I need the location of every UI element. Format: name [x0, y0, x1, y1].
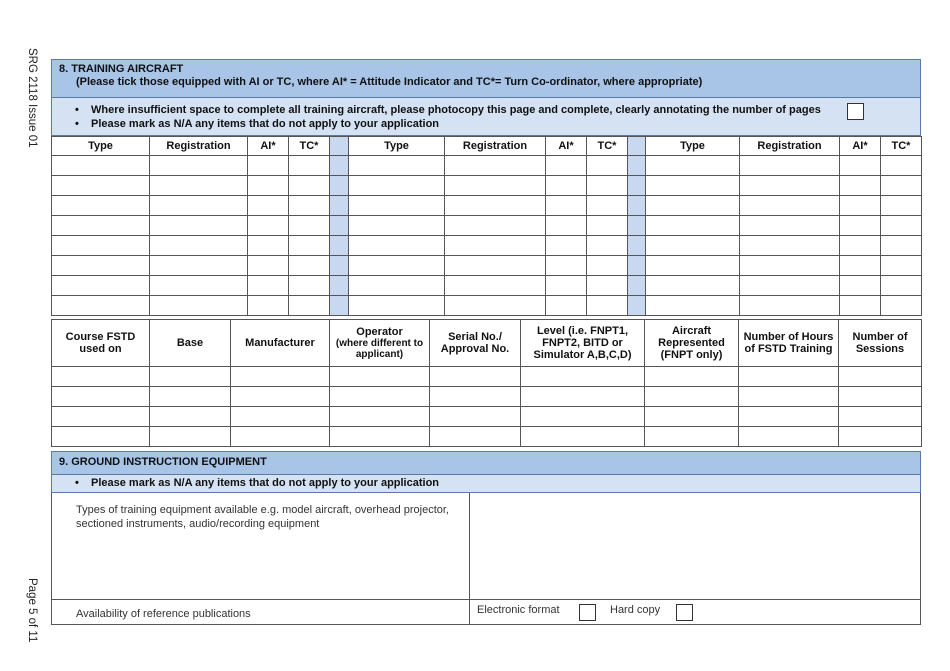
col-ai: AI*	[546, 137, 587, 156]
note-photocopy-text: Where insufficient space to complete all training aircraft, please photocopy this page and complete, clearly annotating the number of pages	[91, 104, 821, 116]
aircraft-entry-cell[interactable]	[881, 236, 922, 256]
fstd-entry-cell[interactable]	[739, 387, 839, 407]
column-separator	[330, 276, 349, 296]
note-item: • Please mark as N/A any items that do not apply to your application	[75, 118, 440, 130]
fstd-entry-cell[interactable]	[839, 387, 922, 407]
fstd-entry-cell[interactable]	[521, 387, 645, 407]
fstd-entry-cell[interactable]	[430, 407, 521, 427]
col-manufacturer: Manufacturer	[231, 320, 330, 367]
fstd-row	[52, 407, 922, 427]
aircraft-entry-cell[interactable]	[150, 196, 248, 216]
publications-label-cell	[52, 600, 470, 625]
column-separator	[330, 156, 349, 176]
aircraft-entry-cell[interactable]	[349, 256, 445, 276]
column-separator	[628, 296, 646, 316]
aircraft-entry-cell[interactable]	[349, 156, 445, 176]
aircraft-entry-cell[interactable]	[52, 176, 150, 196]
aircraft-entry-cell[interactable]	[52, 236, 150, 256]
col-serial: Serial No./ Approval No.	[430, 320, 521, 367]
aircraft-entry-cell[interactable]	[52, 276, 150, 296]
aircraft-entry-cell[interactable]	[646, 276, 740, 296]
aircraft-entry-cell[interactable]	[349, 276, 445, 296]
fstd-entry-cell[interactable]	[645, 407, 739, 427]
column-separator	[330, 236, 349, 256]
col-operator	[330, 320, 430, 367]
col-registration: Registration	[150, 137, 248, 156]
aircraft-row	[52, 176, 922, 196]
fstd-entry-cell[interactable]	[521, 367, 645, 387]
aircraft-entry-cell[interactable]	[740, 256, 840, 276]
section-8-subtitle: (Please tick those equipped with AI or TC, where AI* = Attitude Indicator and TC*= Turn Co-ordinator, where appropriate)	[76, 76, 703, 88]
col-tc: TC*	[881, 137, 922, 156]
aircraft-entry-cell[interactable]	[52, 296, 150, 316]
aircraft-entry-cell[interactable]	[445, 176, 546, 196]
aircraft-entry-cell[interactable]	[248, 176, 289, 196]
aircraft-entry-cell[interactable]	[445, 256, 546, 276]
aircraft-entry-cell[interactable]	[546, 176, 587, 196]
fstd-entry-cell[interactable]	[52, 427, 150, 447]
reference-publications-label: Availability of reference publications	[76, 608, 251, 620]
aircraft-entry-cell[interactable]	[881, 176, 922, 196]
equipment-label-cell	[52, 493, 470, 599]
aircraft-entry-cell[interactable]	[881, 156, 922, 176]
fstd-entry-cell[interactable]	[839, 427, 922, 447]
fstd-entry-cell[interactable]	[150, 407, 231, 427]
fstd-entry-cell[interactable]	[231, 407, 330, 427]
aircraft-entry-cell[interactable]	[881, 256, 922, 276]
fstd-entry-cell[interactable]	[52, 367, 150, 387]
fstd-entry-cell[interactable]	[150, 367, 231, 387]
aircraft-entry-cell[interactable]	[546, 216, 587, 236]
column-separator	[628, 256, 646, 276]
fstd-entry-cell[interactable]	[839, 407, 922, 427]
section-8-notes	[51, 98, 921, 136]
col-tc: TC*	[587, 137, 628, 156]
aircraft-entry-cell[interactable]	[587, 296, 628, 316]
aircraft-entry-cell[interactable]	[445, 276, 546, 296]
aircraft-entry-cell[interactable]	[546, 296, 587, 316]
aircraft-entry-cell[interactable]	[646, 196, 740, 216]
fstd-entry-cell[interactable]	[52, 407, 150, 427]
aircraft-row	[52, 156, 922, 176]
aircraft-row	[52, 256, 922, 276]
aircraft-entry-cell[interactable]	[150, 216, 248, 236]
aircraft-entry-cell[interactable]	[248, 216, 289, 236]
operator-note: (where different to applicant)	[335, 338, 424, 360]
column-separator	[628, 156, 646, 176]
aircraft-entry-cell[interactable]	[248, 256, 289, 276]
publications-row	[52, 599, 920, 625]
column-separator	[330, 196, 349, 216]
aircraft-entry-cell[interactable]	[289, 296, 330, 316]
training-aircraft-table	[51, 136, 922, 316]
fstd-entry-cell[interactable]	[231, 427, 330, 447]
aircraft-entry-cell[interactable]	[587, 156, 628, 176]
section-9-title: 9. GROUND INSTRUCTION EQUIPMENT	[59, 456, 267, 468]
fstd-entry-cell[interactable]	[231, 387, 330, 407]
equipment-types-label: Types of training equipment available e.g. model aircraft, overhead projector, sectioned instruments, audio/recording equipment	[76, 504, 449, 530]
aircraft-entry-cell[interactable]	[587, 176, 628, 196]
aircraft-entry-cell[interactable]	[349, 236, 445, 256]
aircraft-entry-cell[interactable]	[349, 176, 445, 196]
aircraft-entry-cell[interactable]	[52, 216, 150, 236]
aircraft-entry-cell[interactable]	[546, 236, 587, 256]
aircraft-entry-cell[interactable]	[150, 256, 248, 276]
aircraft-entry-cell[interactable]	[881, 196, 922, 216]
column-separator	[330, 137, 349, 156]
fstd-row	[52, 387, 922, 407]
aircraft-entry-cell[interactable]	[289, 176, 330, 196]
col-course-fstd: Course FSTD used on	[52, 320, 150, 367]
aircraft-entry-cell[interactable]	[587, 196, 628, 216]
section-9-note-text: Please mark as N/A any items that do not apply to your application	[91, 477, 440, 489]
col-level: Level (i.e. FNPT1, FNPT2, BITD or Simulator A,B,C,D)	[521, 320, 645, 367]
aircraft-entry-cell[interactable]	[840, 296, 881, 316]
aircraft-row	[52, 276, 922, 296]
ground-equipment-box	[51, 493, 921, 625]
col-hours: Number of Hours of FSTD Training	[739, 320, 839, 367]
fstd-entry-cell[interactable]	[739, 367, 839, 387]
aircraft-entry-cell[interactable]	[546, 256, 587, 276]
aircraft-entry-cell[interactable]	[52, 196, 150, 216]
aircraft-entry-cell[interactable]	[646, 216, 740, 236]
aircraft-entry-cell[interactable]	[349, 296, 445, 316]
aircraft-entry-cell[interactable]	[349, 216, 445, 236]
section-9-header	[51, 451, 921, 475]
aircraft-entry-cell[interactable]	[349, 196, 445, 216]
aircraft-entry-cell[interactable]	[587, 236, 628, 256]
column-separator	[330, 296, 349, 316]
column-separator	[330, 216, 349, 236]
aircraft-entry-cell[interactable]	[289, 216, 330, 236]
aircraft-entry-cell[interactable]	[248, 296, 289, 316]
fstd-entry-cell[interactable]	[645, 427, 739, 447]
aircraft-entry-cell[interactable]	[546, 156, 587, 176]
fstd-table	[51, 319, 922, 447]
fstd-entry-cell[interactable]	[330, 387, 430, 407]
aircraft-row	[52, 236, 922, 256]
aircraft-header-row	[52, 137, 922, 156]
aircraft-row	[52, 296, 922, 316]
col-aircraft-represented: Aircraft Represented (FNPT only)	[645, 320, 739, 367]
fstd-entry-cell[interactable]	[52, 387, 150, 407]
aircraft-entry-cell[interactable]	[289, 196, 330, 216]
fstd-entry-cell[interactable]	[330, 367, 430, 387]
aircraft-entry-cell[interactable]	[445, 216, 546, 236]
col-type: Type	[349, 137, 445, 156]
col-type: Type	[52, 137, 150, 156]
aircraft-entry-cell[interactable]	[445, 296, 546, 316]
aircraft-entry-cell[interactable]	[248, 236, 289, 256]
aircraft-entry-cell[interactable]	[740, 296, 840, 316]
fstd-entry-cell[interactable]	[739, 427, 839, 447]
aircraft-entry-cell[interactable]	[445, 236, 546, 256]
aircraft-entry-cell[interactable]	[881, 276, 922, 296]
aircraft-entry-cell[interactable]	[150, 296, 248, 316]
aircraft-entry-cell[interactable]	[289, 256, 330, 276]
col-type: Type	[646, 137, 740, 156]
note-item: • Where insufficient space to complete all training aircraft, please photocopy this page and complete, clearly annotating the number of pages	[76, 104, 920, 116]
aircraft-entry-cell[interactable]	[587, 256, 628, 276]
section-9-notes: • Please mark as N/A any items that do not apply to your application	[51, 475, 921, 493]
fstd-row	[52, 367, 922, 387]
document-reference: SRG 2118 Issue 01	[26, 48, 38, 148]
aircraft-entry-cell[interactable]	[840, 256, 881, 276]
fstd-entry-cell[interactable]	[739, 407, 839, 427]
col-base: Base	[150, 320, 231, 367]
fstd-entry-cell[interactable]	[150, 427, 231, 447]
aircraft-entry-cell[interactable]	[150, 276, 248, 296]
aircraft-entry-cell[interactable]	[881, 216, 922, 236]
fstd-entry-cell[interactable]	[521, 427, 645, 447]
fstd-entry-cell[interactable]	[645, 387, 739, 407]
fstd-entry-cell[interactable]	[430, 427, 521, 447]
col-sessions: Number of Sessions	[839, 320, 922, 367]
page-number: Page 5 of 11	[26, 578, 38, 643]
aircraft-entry-cell[interactable]	[546, 196, 587, 216]
aircraft-entry-cell[interactable]	[248, 156, 289, 176]
note-na-text: Please mark as N/A any items that do not apply to your application	[91, 118, 440, 130]
section-8-header	[51, 59, 921, 98]
col-ai: AI*	[248, 137, 289, 156]
aircraft-entry-cell[interactable]	[840, 196, 881, 216]
fstd-entry-cell[interactable]	[150, 387, 231, 407]
aircraft-entry-cell[interactable]	[740, 276, 840, 296]
aircraft-entry-cell[interactable]	[248, 196, 289, 216]
column-separator	[628, 176, 646, 196]
column-separator	[330, 176, 349, 196]
column-separator	[628, 137, 646, 156]
aircraft-entry-cell[interactable]	[150, 176, 248, 196]
fstd-entry-cell[interactable]	[430, 367, 521, 387]
aircraft-entry-cell[interactable]	[52, 256, 150, 276]
aircraft-entry-cell[interactable]	[840, 176, 881, 196]
aircraft-entry-cell[interactable]	[445, 156, 546, 176]
electronic-format-label: Electronic format	[477, 604, 560, 616]
hard-copy-checkbox[interactable]	[676, 604, 693, 621]
aircraft-entry-cell[interactable]	[740, 176, 840, 196]
aircraft-row	[52, 196, 922, 216]
aircraft-entry-cell[interactable]	[646, 156, 740, 176]
col-registration: Registration	[445, 137, 546, 156]
aircraft-entry-cell[interactable]	[546, 276, 587, 296]
aircraft-entry-cell[interactable]	[646, 296, 740, 316]
aircraft-entry-cell[interactable]	[248, 276, 289, 296]
aircraft-entry-cell[interactable]	[840, 216, 881, 236]
fstd-entry-cell[interactable]	[645, 367, 739, 387]
aircraft-entry-cell[interactable]	[840, 276, 881, 296]
fstd-header-row	[52, 320, 922, 367]
fstd-entry-cell[interactable]	[231, 367, 330, 387]
aircraft-entry-cell[interactable]	[840, 156, 881, 176]
aircraft-entry-cell[interactable]	[740, 236, 840, 256]
fstd-entry-cell[interactable]	[430, 387, 521, 407]
fstd-row	[52, 427, 922, 447]
aircraft-entry-cell[interactable]	[52, 156, 150, 176]
col-registration: Registration	[740, 137, 840, 156]
aircraft-entry-cell[interactable]	[740, 156, 840, 176]
aircraft-entry-cell[interactable]	[740, 196, 840, 216]
hard-copy-label: Hard copy	[610, 604, 661, 616]
section-8-title: 8. TRAINING AIRCRAFT	[59, 63, 184, 75]
aircraft-row	[52, 216, 922, 236]
aircraft-entry-cell[interactable]	[289, 156, 330, 176]
aircraft-entry-cell[interactable]	[587, 276, 628, 296]
aircraft-entry-cell[interactable]	[881, 296, 922, 316]
fstd-entry-cell[interactable]	[330, 407, 430, 427]
column-separator	[628, 216, 646, 236]
aircraft-entry-cell[interactable]	[150, 156, 248, 176]
aircraft-entry-cell[interactable]	[289, 276, 330, 296]
operator-label: Operator	[356, 326, 403, 338]
column-separator	[628, 276, 646, 296]
column-separator	[628, 196, 646, 216]
fstd-entry-cell[interactable]	[330, 427, 430, 447]
aircraft-entry-cell[interactable]	[646, 256, 740, 276]
aircraft-entry-cell[interactable]	[150, 236, 248, 256]
aircraft-entry-cell[interactable]	[840, 236, 881, 256]
fstd-entry-cell[interactable]	[839, 367, 922, 387]
column-separator	[628, 236, 646, 256]
col-tc: TC*	[289, 137, 330, 156]
aircraft-entry-cell[interactable]	[289, 236, 330, 256]
equipment-answer-field[interactable]	[470, 493, 921, 599]
fstd-entry-cell[interactable]	[521, 407, 645, 427]
aircraft-entry-cell[interactable]	[646, 236, 740, 256]
electronic-format-checkbox[interactable]	[579, 604, 596, 621]
aircraft-entry-cell[interactable]	[646, 176, 740, 196]
aircraft-entry-cell[interactable]	[445, 196, 546, 216]
aircraft-entry-cell[interactable]	[740, 216, 840, 236]
aircraft-entry-cell[interactable]	[587, 216, 628, 236]
column-separator	[330, 256, 349, 276]
col-ai: AI*	[840, 137, 881, 156]
